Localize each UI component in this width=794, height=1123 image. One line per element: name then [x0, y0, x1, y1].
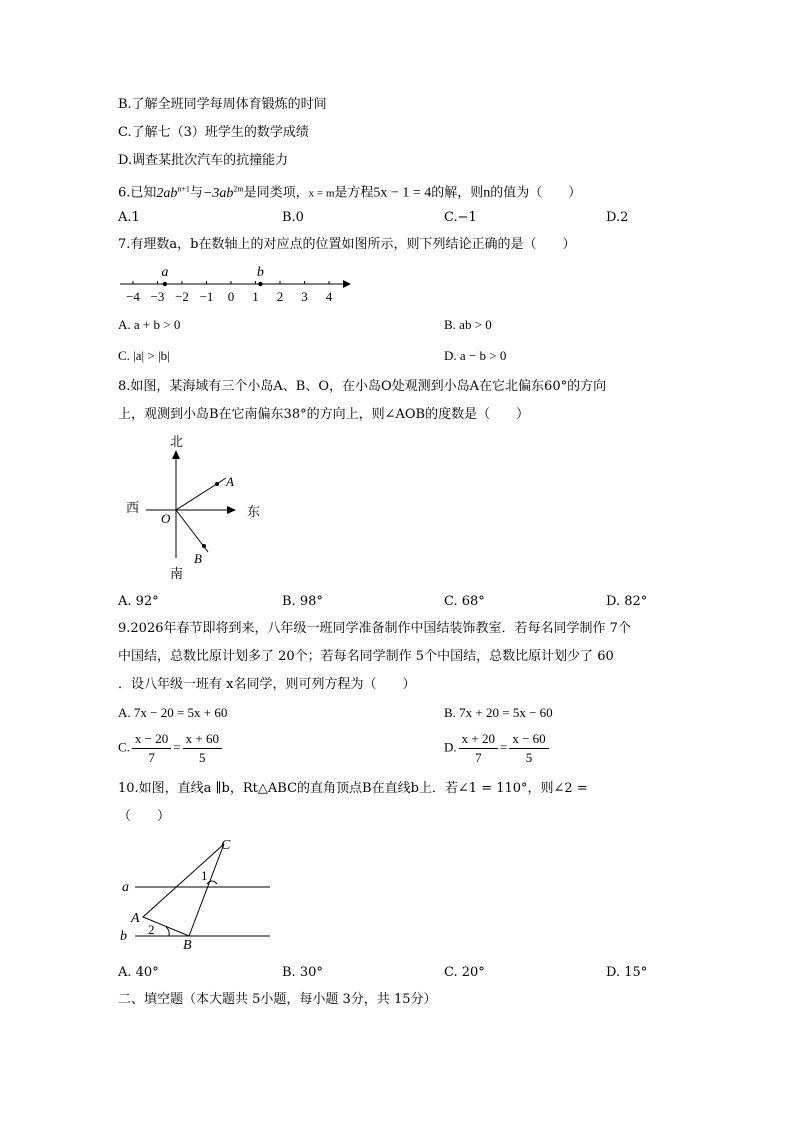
q10-stem-line2: （ ） [118, 809, 171, 824]
number-line-tick-label: −1 [199, 289, 214, 304]
north-arrow [172, 450, 180, 459]
q6-term1: $2ab^{n+1}$ [156, 184, 190, 201]
point-a [163, 282, 167, 286]
q7-option-d: D. a − b > 0 [444, 348, 507, 363]
q9-option-a: A. 7x − 20 = 5x + 60 [118, 705, 228, 720]
q5-option-c: C.了解七（3）班学生的数学成绩 [118, 125, 309, 140]
number-line-tick-label: −4 [126, 289, 140, 304]
q6-equation: 5x − 1 = 4 [373, 185, 432, 201]
q10-stem-line1: 10.如图，直线a ∥b，Rt△ABC的直角顶点B在直线b上．若∠1 = 110°，则∠2 = [118, 781, 588, 796]
q9-option-c: C. $\frac{x - 20}{7}$ = $\frac{x + 60}{5}$ [118, 730, 224, 767]
q10-option-a: A. 40° [118, 965, 159, 980]
q7-option-c: C. |a| > |b| [118, 348, 170, 363]
number-line-tick-label: −2 [175, 289, 189, 304]
q7-option-a: A. a + b > 0 [118, 317, 181, 332]
q10-option-b: B. 30° [282, 965, 323, 980]
q8-compass-figure [118, 428, 278, 588]
label-angle-2: 2 [148, 922, 155, 937]
label-north: 北 [170, 434, 184, 449]
q6-option-c: C.−1 [444, 210, 477, 225]
q7-stem: 7.有理数a，b在数轴上的对应点的位置如图所示，则下列结论正确的是（ ） [118, 237, 576, 252]
q6-option-d: D.2 [606, 210, 629, 225]
label-b: B [194, 551, 202, 566]
number-line-arrow [343, 280, 351, 288]
q6-var-n: n [483, 185, 491, 201]
east-arrow [227, 506, 236, 514]
q8-option-d: D. 82° [606, 594, 648, 609]
number-line-tick-label: 0 [227, 289, 235, 304]
q10-option-c: C. 20° [444, 965, 485, 980]
q8-option-b: B. 98° [282, 594, 323, 609]
q7-number-line [115, 258, 360, 308]
point-a-label: a [161, 265, 169, 280]
label-c: C [221, 838, 231, 853]
label-b-vertex: B [183, 938, 192, 953]
number-line-tick-label: −3 [150, 289, 165, 304]
label-angle-1: 1 [201, 868, 208, 883]
label-a: A [226, 474, 234, 489]
q7-option-b: B. ab > 0 [444, 317, 492, 332]
point-a [215, 482, 219, 486]
q8-stem-line1: 8.如图，某海域有三个小岛A、B、O，在小岛O处观测到小岛A在它北偏东60°的方向 [118, 379, 607, 394]
q9-stem-line2: 中国结，总数比原计划多了 20个；若每名同学制作 5个中国结，总数比原计划少了 60 [118, 649, 614, 664]
label-o: O [161, 511, 171, 526]
label-a-vertex: A [131, 911, 140, 926]
point-b-label: b [256, 265, 264, 280]
number-line-tick-label: 1 [252, 289, 259, 304]
label-line-b: b [120, 929, 127, 944]
q6-term2: $-3ab^{2m}$ [202, 184, 244, 201]
section-2-heading: 二、填空题（本大题共 5小题，每小题 3分，共 15分） [118, 992, 437, 1007]
q10-triangle-figure [115, 832, 280, 957]
q8-stem-line2: 上，观测到小岛B在它南偏东38°的方向上，则∠AOB的度数是（ ） [118, 407, 530, 422]
q9-option-d: D. $\frac{x + 20}{7}$ = $\frac{x - 60}{5}$ [444, 730, 551, 767]
q6-option-a: A.1 [118, 210, 140, 225]
q5-option-b: B.了解全班同学每周体育锻炼的时间 [118, 97, 327, 112]
point-b [202, 544, 206, 548]
q9-stem-line3: ．设八年级一班有 x名同学，则可列方程为（ ） [118, 677, 416, 692]
label-west: 西 [126, 500, 140, 515]
q8-option-c: C. 68° [444, 594, 485, 609]
q5-option-d: D.调查某批次汽车的抗撞能力 [118, 153, 289, 168]
q6-condition: x = m [308, 187, 335, 200]
number-line-tick-label: 4 [325, 289, 333, 304]
label-line-a: a [122, 880, 129, 895]
angle-2-arc [166, 927, 169, 936]
point-b [258, 282, 262, 286]
triangle-abc [143, 844, 224, 936]
q9-option-b: B. 7x + 20 = 5x − 60 [444, 705, 553, 720]
label-east: 东 [247, 504, 261, 519]
q6-stem: 6.已知$2ab^{n+1}$与$-3ab^{2m}$是同类项，x = m是方程5x − 1 = 4的解，则n的值为（ ） [118, 184, 582, 201]
q6-option-b: B.0 [282, 210, 304, 225]
q10-option-d: D. 15° [606, 965, 648, 980]
q9-stem-line1: 9.2026年春节即将到来，八年级一班同学准备制作中国结装饰教室．若每名同学制作 7个 [118, 621, 631, 636]
number-line-tick-label: 2 [276, 289, 284, 304]
label-south: 南 [170, 566, 184, 581]
number-line-tick-label: 3 [301, 289, 308, 304]
q8-option-a: A. 92° [118, 594, 159, 609]
